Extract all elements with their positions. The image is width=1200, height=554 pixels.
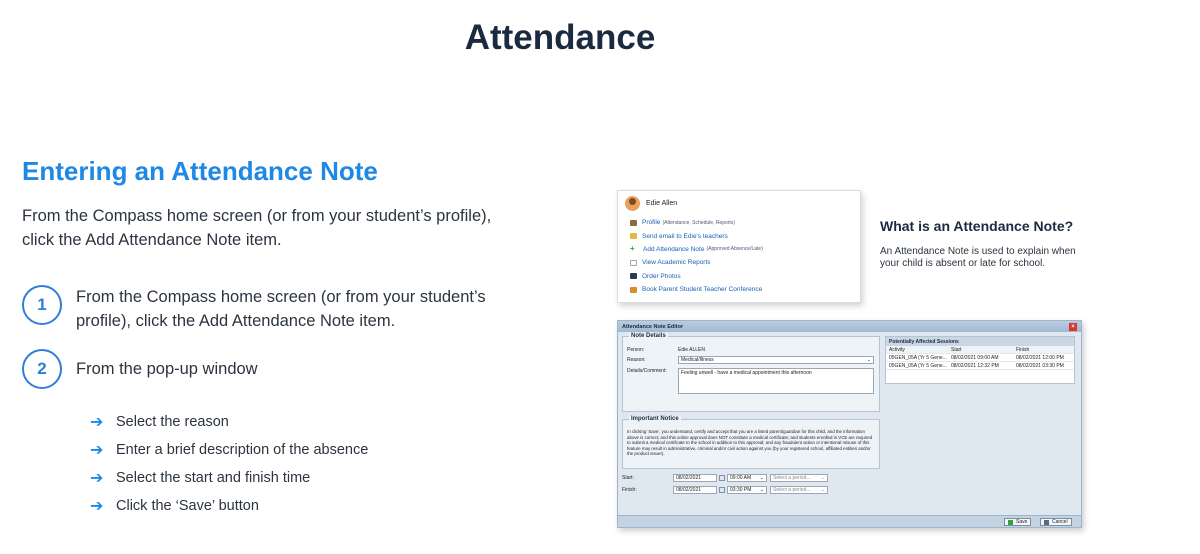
email-icon [630,233,637,239]
editor-footer [618,515,1081,527]
arrow-right-icon: ➔ [90,442,104,459]
plus-icon: + [630,244,635,254]
column-header: Activity [889,346,905,353]
menu-item-book-conference[interactable]: Book Parent Student Teacher Conference [618,283,860,296]
student-header [618,191,860,216]
person-label: Person: [627,347,645,353]
avatar [625,196,640,211]
note-details-legend: Note Details [631,333,666,339]
notice-legend: Important Notice [631,416,679,422]
editor-titlebar [618,321,1081,332]
person-value: Edie ALLEN [678,347,705,353]
menu-item-order-photos[interactable]: Order Photos [618,270,860,283]
start-date-field[interactable]: 08/02/2021 [673,474,717,482]
arrow-right-icon: ➔ [90,470,104,487]
finish-period-select[interactable]: Select a period... ⌄ [770,486,828,494]
profile-icon [630,220,637,226]
calendar-icon[interactable] [719,487,725,493]
save-icon [1008,520,1013,525]
list-item [90,436,368,464]
finish-label: Finish: [622,487,637,493]
close-icon[interactable]: × [1069,323,1077,331]
table-row: 05GEN_05A (Yr 5 Gene... 08/02/2021 09:00 AM 08/02/2021 12:00 PM [886,354,1074,362]
list-item [90,408,368,436]
reason-label: Reason: [627,357,646,363]
affected-sessions-panel [885,336,1075,384]
list-item-text: Select the reason [116,414,229,430]
chevron-down-icon: ⌄ [866,357,871,363]
editor-title: Attendance Note Editor [622,323,684,330]
finish-time-select[interactable]: 03:30 PM ⌄ [727,486,767,494]
details-label: Details/Comment: [627,368,667,374]
list-item-text: Select the start and finish time [116,470,311,486]
start-time-select[interactable]: 09:00 AM ⌄ [727,474,767,482]
menu-item-add-attendance-note[interactable]: + Add Attendance Note (Approved Absence/Late) [630,244,763,254]
menu-item-send-email[interactable]: Send email to Edie's teachers [618,229,860,242]
column-header: Finish [1016,346,1030,353]
note-details-panel [622,333,880,412]
page-title: Attendance [464,18,656,57]
list-item-text: Enter a brief description of the absence [116,442,369,458]
report-icon [630,260,637,266]
step-text: From the pop-up window [76,360,258,378]
calendar-icon[interactable] [719,475,725,481]
info-title: What is an Attendance Note? [880,218,1074,234]
save-button[interactable]: Save [1004,518,1031,526]
step-number: 1 [22,285,62,325]
table-row: 05GEN_05A (Yr 5 Gene... 08/02/2021 12:32 PM 08/02/2021 03:30 PM [886,362,1074,370]
instruction-list [90,408,368,520]
list-item [90,464,368,492]
attendance-note-editor [617,320,1082,528]
chevron-down-icon: ⌄ [759,475,764,481]
section-title: Entering an Attendance Note [22,156,378,186]
step-1 [22,285,516,333]
menu-item-academic-reports[interactable]: View Academic Reports [618,256,860,269]
step-text: From the Compass home screen (or from your student’s profile), click the Add Attendance Note item. [76,288,486,330]
step-2 [22,349,516,389]
list-item [90,492,368,520]
arrow-right-icon: ➔ [90,414,104,431]
start-label: Start: [622,475,634,481]
column-header: Start [951,346,962,353]
cancel-button[interactable]: Cancel [1040,518,1072,526]
chevron-down-icon: ⌄ [820,475,825,481]
arrow-right-icon: ➔ [90,498,104,515]
sessions-header-row [886,346,1074,354]
student-menu [617,190,861,303]
chevron-down-icon: ⌄ [759,487,764,493]
info-text: An Attendance Note is used to explain when your child is absent or late for school. [880,246,1076,269]
start-period-select[interactable]: Select a period... ⌄ [770,474,828,482]
menu-item-profile[interactable]: Profile (Attendance, Schedule, Reports) [618,216,860,229]
important-notice-panel [622,416,880,469]
conference-icon [630,287,637,293]
finish-date-field[interactable]: 08/02/2021 [673,486,717,494]
list-item-text: Click the ‘Save’ button [116,498,259,514]
camera-icon [630,273,637,279]
details-textarea[interactable]: Feeling unwell - have a medical appointment this afternoon [678,368,874,394]
intro-text: From the Compass home screen (or from your student’s profile), click the Add Attendance Note item. [22,207,492,249]
student-name: Edie Allen [646,200,678,207]
notice-text: In clicking 'Save', you understand, certify and accept that you are a listed parent/guardian for this child, and the information above is correct; and this online approval does NOT constitute a medical certificate; and students enrolled in VCE are required to submit a medical certificate to the school in addition to this approval; and any fraudulent action or intentional misuse of this feature may result in administrative, criminal and/or civil action against you (by your registered school, affiliated entities and/or the product issuer). [627,429,873,457]
cancel-icon [1044,520,1049,525]
chevron-down-icon: ⌄ [820,487,825,493]
sessions-title: Potentially Affected Sessions [886,337,1074,346]
reason-select[interactable]: Medical/Illness ⌄ [678,356,874,364]
step-number: 2 [22,349,62,389]
